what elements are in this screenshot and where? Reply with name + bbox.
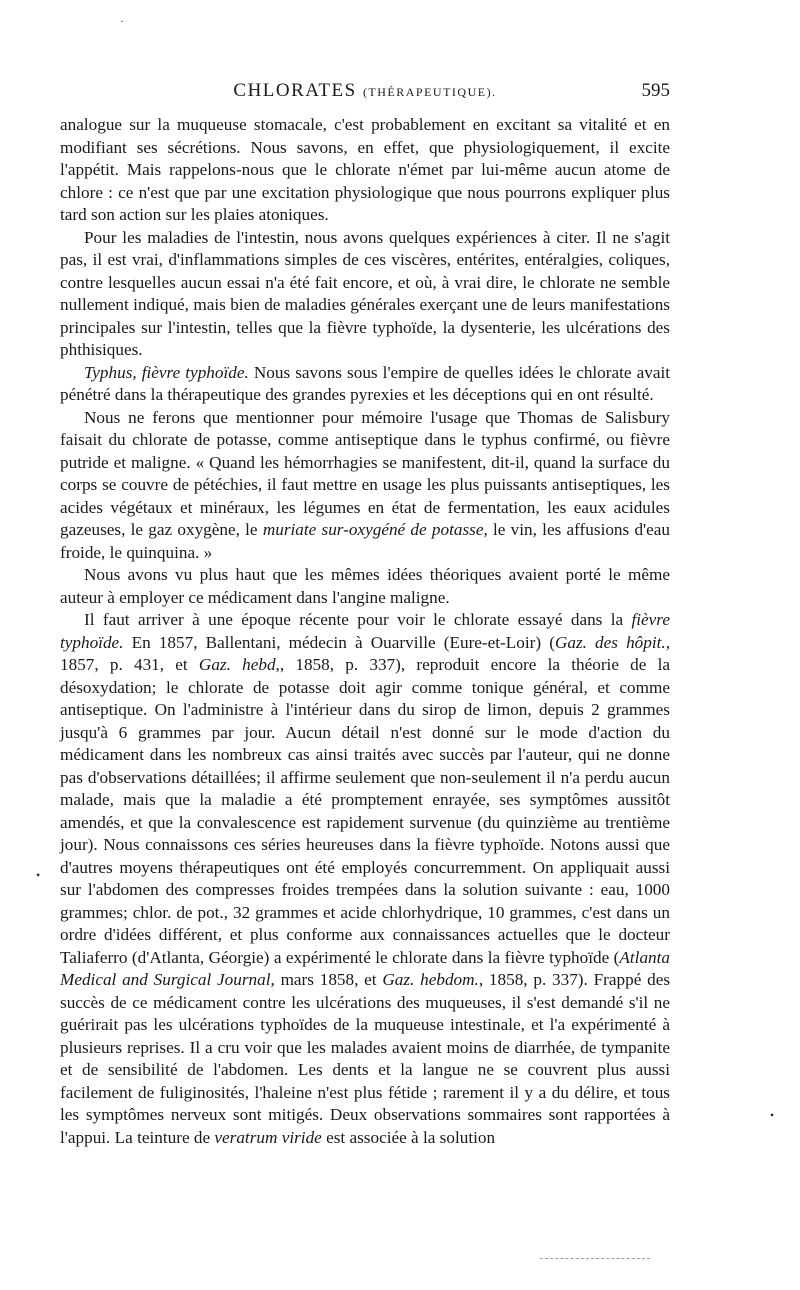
- paragraph-6-text-d: , 1858, p. 337), reproduit encore la théorie de la désoxydation; le chlorate de potasse doit agir comme tonique général, et comme antiseptique. On l'administre à l'intérieur dans du sirop de limon, depuis 2 grammes jusqu'à 6 grammes par jour. Aucun détail n'est donné sur le mode d'action du médicament dans les nombreux cas ainsi traités avec succès par l'auteur, qui ne donne pas d'observations détaillées; il affirme seulement que non-seulement il n'a perdu aucun malade, mais que la maladie a été promptement enrayée, ses symptômes aussitôt amendés, et que la convalescence est rapidement survenue (du quinzième au trentième jour). Nous connaissons ces séries heureuses dans la fièvre typhoïde. Notons aussi que d'autres moyens thérapeutiques ont été employés concurremment. On appliquait aussi sur l'abdomen des compresses froides trempées dans la solution suivante : eau, 1000 grammes; chlor. de pot., 32 grammes et acide chlorhydrique, 10 grammes, c'est dans un ordre d'idées différent, et plus conforme aux connaissances actuelles que le docteur Taliaferro (d'Atlanta, Géorgie) a expérimenté le chlorate dans la fièvre typhoïde (: [60, 655, 671, 967]
- paragraph-6-italic-2: Gaz. des hôpit.: [554, 632, 666, 652]
- paragraph-4-italic: muriate sur-oxygéné de potasse: [262, 520, 484, 539]
- paragraph-6-italic-4: Atlanta Medical and Surgical Journal,: [60, 947, 670, 989]
- paragraph-4-text-b: , le vin, les affusions d'eau froide, le quinquina. »: [60, 520, 671, 562]
- page-number: 595: [641, 80, 670, 101]
- paragraph-6-italic-3: Gaz. hebd,: [198, 655, 280, 674]
- paragraph-6-text-a: Il faut arriver à une époque récente pour voir le chlorate essayé dans la: [84, 610, 624, 629]
- running-title-main: CHLORATES: [233, 80, 357, 101]
- paragraph-6-text-g: est associée à la solution: [326, 1127, 496, 1147]
- paragraph-6-italic-1: fièvre typhoïde.: [60, 610, 670, 652]
- paragraph-4-text-a: Nous ne ferons que mentionner pour mémoire l'usage que Thomas de Salisbury faisait du chlorate de potasse, comme antiseptique dans le typhus confirmé, ou fièvre putride et maligne. « Quand les hémorrhagies se manifestent, dit-il, quand la surface du corps se couvre de pétéchies, il faut mettre en usage les plus puissants antiseptiques, les acides végétaux et minéraux, les légumes en état de fermentation, les eaux acidules gazeuses, le gaz oxygène, le: [60, 407, 670, 539]
- paragraph-2: Pour les maladies de l'intestin, nous avons quelques expériences à citer. Il ne s'agit pas, il est vrai, d'inflammations simples de ces viscères, entérites, entéralgies, coliques, contre lesquelles aucun essai n'a été fait encore, et où, à vrai dire, le chlorate ne semble nullement indiqué, mais bien de maladies générales exerçant une de leurs manifestations principales sur l'intestin, telles que la fièvre typhoïde, la dysenterie, les ulcérations des phthisiques.: [60, 227, 670, 359]
- paragraph-6-text-b: En 1857, Ballentani, médecin à Ouarville (Eure-et-Loir) (: [131, 632, 555, 652]
- page-header: [60, 80, 670, 106]
- paragraph-3: [60, 362, 670, 407]
- paragraph-3-text: Nous savons sous l'empire de quelles idées le chlorate avait pénétré dans la thérapeutique des grandes pyrexies et les déceptions qui en ont résulté.: [60, 362, 671, 404]
- paragraph-4: [60, 407, 670, 565]
- running-title: [60, 80, 670, 102]
- paragraph-6-italic-6: veratrum viride: [214, 1127, 322, 1147]
- margin-speck: •: [770, 1108, 775, 1122]
- paragraph-6-text-c: , 1857, p. 431, et: [60, 632, 671, 674]
- margin-speck: ·: [120, 14, 124, 28]
- footer-rule: [540, 1258, 650, 1259]
- paragraph-6: [60, 609, 670, 1149]
- running-title-subtitle: (THÉRAPEUTIQUE).: [362, 85, 497, 99]
- paragraph-5: Nous avons vu plus haut que les mêmes idées théoriques avaient porté le même auteur à employer ce médicament dans l'angine maligne.: [60, 565, 670, 607]
- section-title-typhus: Typhus, fièvre typhoïde.: [84, 362, 249, 382]
- paragraph-6-text-f: , 1858, p. 337). Frappé des succès de ce médicament contre les ulcérations des muqueuses, il s'est demandé s'il ne guérirait pas les ulcérations typhoïdes de la muqueuse intestinale, et l'a expérimenté à plusieurs reprises. Il a cru voir que les malades avaient moins de diarrhée, de tympanite et de sensibilité de l'abdomen. Les dents et la langue ne se couvrent plus aussi facilement de fuliginosités, l'haleine n'est plus fétide ; rarement il y a du délire, et tous les symptômes nerveux sont mitigés. Deux observations sommaires sont rapportées à l'appui. La teinture de: [60, 970, 671, 1147]
- paragraph-6-italic-5: Gaz. hebdom.: [382, 970, 479, 989]
- body-text: [60, 114, 670, 1149]
- paragraph-6-text-e: mars 1858, et: [280, 970, 377, 989]
- margin-speck: •: [36, 868, 41, 882]
- paragraph-1: analogue sur la muqueuse stomacale, c'est probablement en excitant sa vitalité et en modifiant ses sécrétions. Nous savons, en effet, que physiologiquement, il excite l'appétit. Mais rappelons-nous que le chlorate n'émet par lui-même aucun atome de chlore : ce n'est que par une excitation physiologique que nous pourrons expliquer plus tard son action sur les plaies atoniques.: [60, 115, 670, 224]
